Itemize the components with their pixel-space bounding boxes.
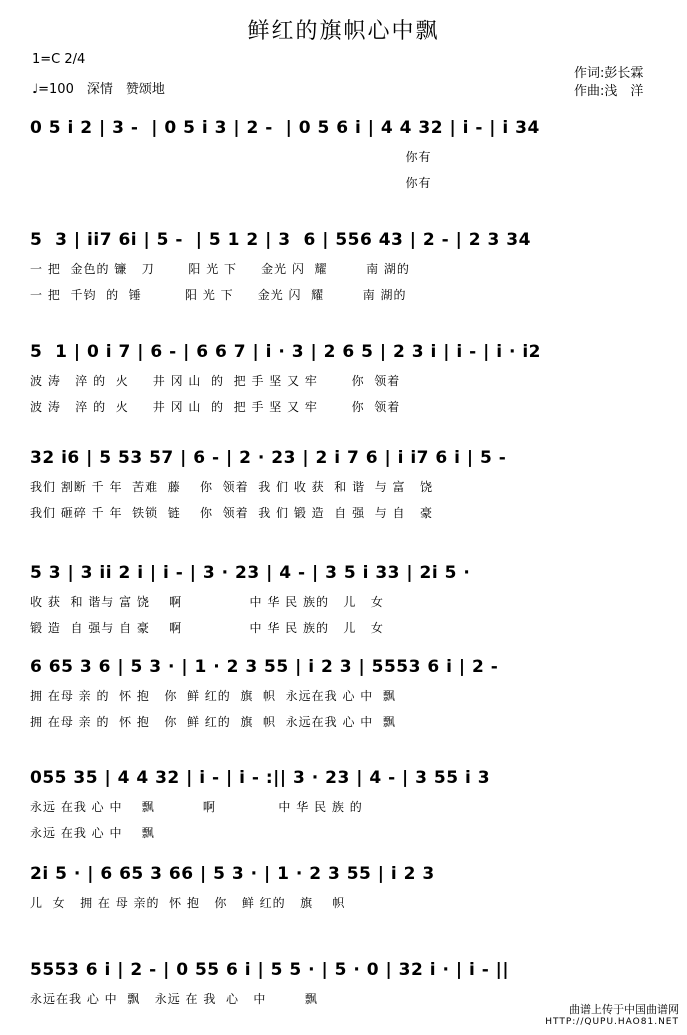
lyric-verse-2: 一 把 千钧 的 锤 阳 光 下 金光 闪 耀 南 湖的 — [30, 288, 407, 302]
lyric-verse-1: 永远 在我 心 中 飘 啊 中 华 民 族 的 — [30, 800, 363, 814]
lyric-verse-2: 我们 砸碎 千 年 铁锁 链 你 领着 我 们 锻 造 自 强 与 自 豪 — [30, 506, 433, 520]
footer-url: HTTP://QUPU.HAO81.NET — [545, 1017, 679, 1027]
notation-line: 5 3 | ii7 6i | 5 - | 5 1 2 | 3 6 | 556 43 | 2 - | 2 3 34 — [30, 230, 531, 250]
lyric-verse-1: 收 获 和 谐与 富 饶 啊 中 华 民 族的 儿 女 — [30, 595, 384, 609]
notation-line: 5553 6 i | 2 - | 0 55 6 i | 5 5 · | 5 · 0 | 32 i · | i - || — [30, 960, 510, 980]
tempo-marking: ♩=100 深情 赞颂地 — [32, 82, 165, 97]
lyric-verse-1: 你有 — [30, 150, 432, 164]
lyric-verse-1: 我们 割断 千 年 苦难 藤 你 领着 我 们 收 获 和 谐 与 富 饶 — [30, 480, 433, 494]
footer-site-name: 曲谱上传于中国曲谱网 — [569, 1003, 679, 1016]
lyric-verse-2: 锻 造 自 强与 自 豪 啊 中 华 民 族的 儿 女 — [30, 621, 384, 635]
key-signature: 1=C 2/4 — [32, 52, 86, 67]
notation-line: 2i 5 · | 6 65 3 66 | 5 3 · | 1 · 2 3 55 | i 2 3 — [30, 864, 435, 884]
notation-line: 5 1 | 0 i 7 | 6 - | 6 6 7 | i · 3 | 2 6 5 | 2 3 i | i - | i · i2 — [30, 342, 541, 362]
lyricist-credit: 作词:彭长霖 — [574, 66, 644, 81]
notation-line: 32 i6 | 5 53 57 | 6 - | 2 · 23 | 2 i 7 6 | i i7 6 i | 5 - — [30, 448, 507, 468]
footer-watermark — [545, 1003, 679, 1029]
notation-line: 055 35 | 4 4 32 | i - | i - :|| 3 · 23 | 4 - | 3 55 i 3 — [30, 768, 491, 788]
lyric-verse-1: 一 把 金色的 镰 刀 阳 光 下 金光 闪 耀 南 湖的 — [30, 262, 410, 276]
lyric-verse-2: 你有 — [30, 176, 432, 190]
lyric-verse-1: 拥 在母 亲 的 怀 抱 你 鲜 红的 旗 帜 永远在我 心 中 飘 — [30, 689, 396, 703]
lyric-verse-2: 拥 在母 亲 的 怀 抱 你 鲜 红的 旗 帜 永远在我 心 中 飘 — [30, 715, 396, 729]
lyric-verse-1: 永远在我 心 中 飘 永远 在 我 心 中 飘 — [30, 992, 318, 1006]
lyric-verse-2: 永远 在我 心 中 飘 — [30, 826, 155, 840]
lyric-verse-1: 波 涛 淬 的 火 井 冈 山 的 把 手 坚 又 牢 你 领着 — [30, 374, 401, 388]
lyric-verse-2: 波 涛 淬 的 火 井 冈 山 的 把 手 坚 又 牢 你 领着 — [30, 400, 401, 414]
page-title: 鲜红的旗帜心中飘 — [247, 19, 440, 44]
composer-credit: 作曲:浅 洋 — [574, 84, 644, 99]
lyric-verse-1: 儿 女 拥 在 母 亲的 怀 抱 你 鲜 红的 旗 帜 — [30, 896, 346, 910]
notation-line: 0 5 i 2 | 3 - | 0 5 i 3 | 2 - | 0 5 6 i | 4 4 32 | i - | i 34 — [30, 118, 540, 138]
notation-line: 5 3 | 3 ii 2 i | i - | 3 · 23 | 4 - | 3 5 i 33 | 2i 5 · — [30, 563, 471, 583]
notation-line: 6 65 3 6 | 5 3 · | 1 · 2 3 55 | i 2 3 | 5553 6 i | 2 - — [30, 657, 499, 677]
